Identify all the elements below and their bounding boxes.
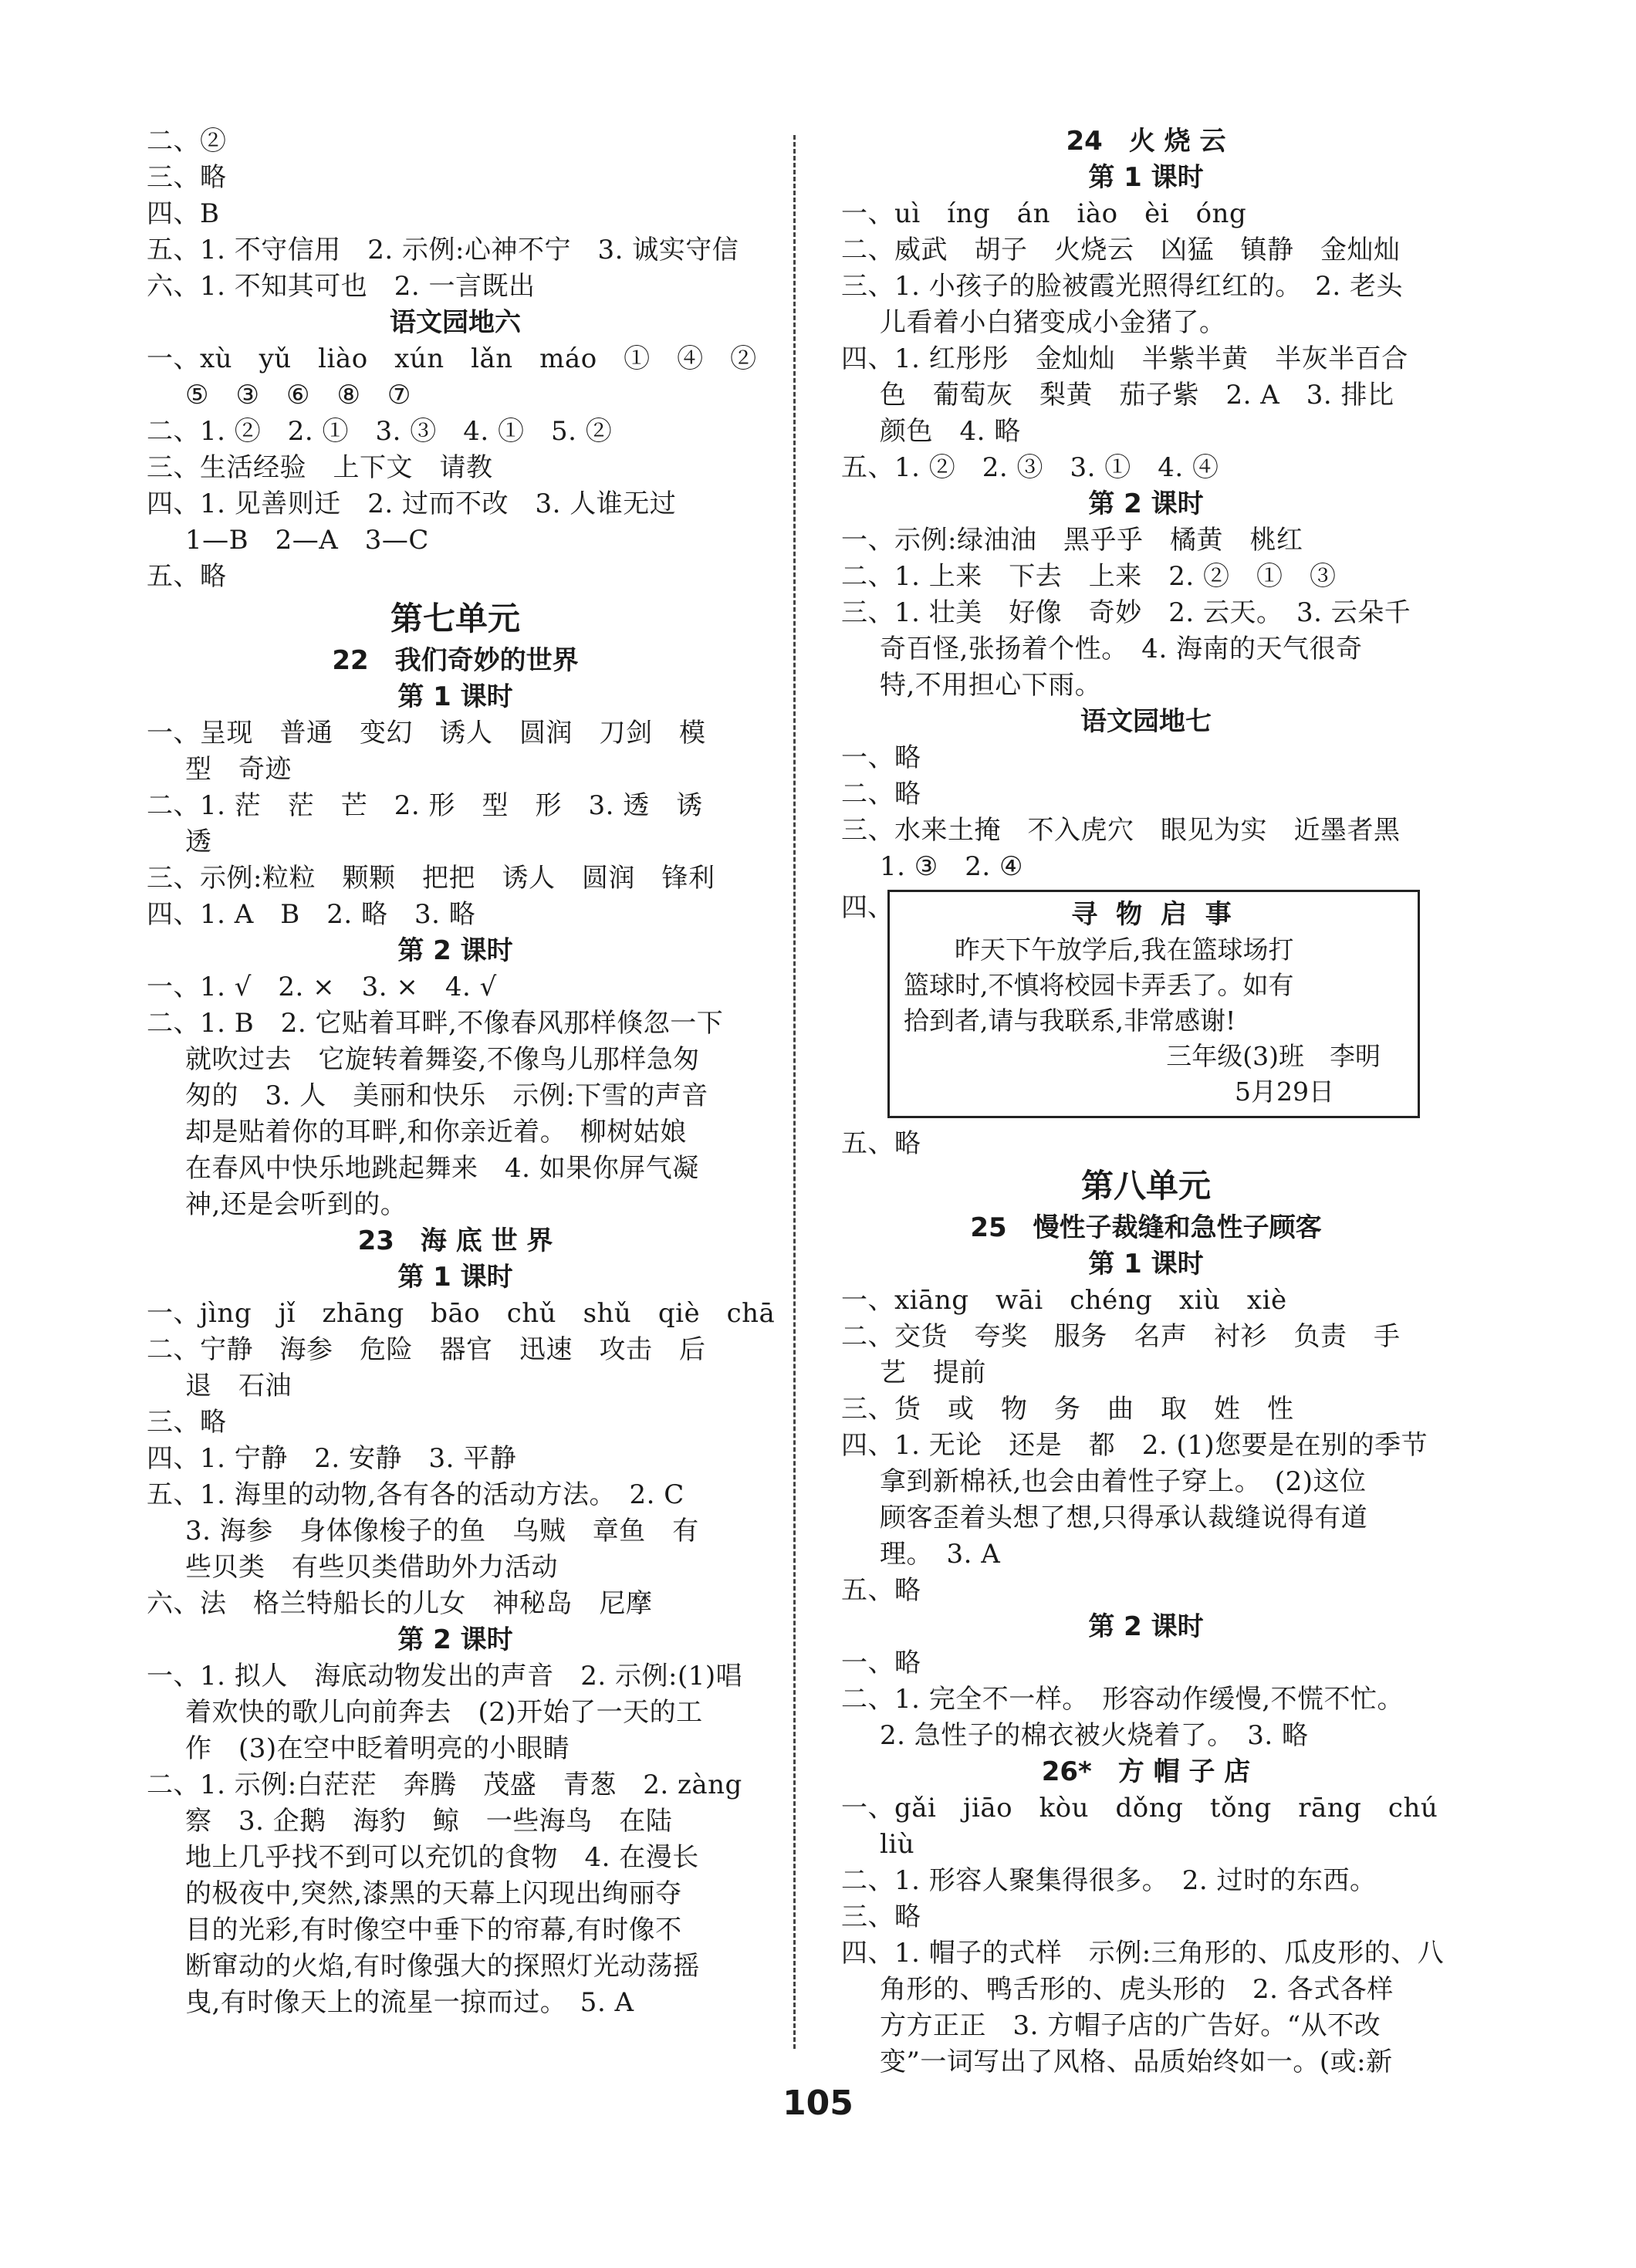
answer-line: 退 石油 xyxy=(185,1371,292,1401)
section-heading: 第 2 课时 xyxy=(1088,488,1204,519)
answer-line: 六、1. 不知其可也 2. 一言既出 xyxy=(147,271,536,302)
answer-line: 二、交货 夸奖 服务 名声 衬衫 负责 手 xyxy=(841,1321,1401,1352)
answer-line: 四、1. 宁静 2. 安静 3. 平静 xyxy=(147,1443,517,1474)
answer-line: 五、1. 海里的动物,各有各的活动方法。 2. C xyxy=(147,1479,684,1510)
answer-line: 方方正正 3. 方帽子店的广告好。“从不改 xyxy=(880,2010,1381,2041)
answer-line: 型 奇迹 xyxy=(185,754,292,785)
section-heading: 第 2 课时 xyxy=(397,935,513,966)
answer-line: 四、1. 红彤彤 金灿灿 半紫半黄 半灰半百合 xyxy=(841,343,1408,374)
unit-heading: 第七单元 xyxy=(390,600,520,637)
answer-line: 色 葡萄灰 梨黄 茄子紫 2. A 3. 排比 xyxy=(880,380,1394,411)
answer-line: 二、1. 上来 下去 上来 2. ② ① ③ xyxy=(841,561,1337,592)
answer-line: 五、略 xyxy=(841,1575,921,1606)
answer-line: liù xyxy=(880,1829,915,1860)
answer-line: 二、略 xyxy=(841,779,921,810)
answer-line: 一、示例:绿油油 黑乎乎 橘黄 桃红 xyxy=(841,525,1303,556)
answer-line: 地上几乎找不到可以充饥的食物 4. 在漫长 xyxy=(185,1842,699,1873)
answer-line: 特,不用担心下雨。 xyxy=(880,670,1102,701)
answer-line: 三、略 xyxy=(147,162,227,193)
answer-line: 1—B 2—A 3—C xyxy=(185,525,429,556)
answer-line: 三、1. 小孩子的脸被霞光照得红红的。 2. 老头 xyxy=(841,271,1403,302)
answer-line: 1. ③ 2. ④ xyxy=(880,851,1023,882)
section-heading: 23 海 底 世 界 xyxy=(357,1225,553,1256)
answer-line: ⑤ ③ ⑥ ⑧ ⑦ xyxy=(185,380,411,411)
right-column xyxy=(841,123,1451,2080)
answer-line: 五、略 xyxy=(841,1128,921,1159)
answer-line: 一、gǎi jiāo kòu dǒng tǒng rāng chú xyxy=(841,1793,1438,1824)
answer-line: 二、宁静 海参 危险 器官 迅速 攻击 后 xyxy=(147,1334,706,1365)
answer-line: 三、生活经验 上下文 请教 xyxy=(147,452,493,483)
answer-line: 曳,有时像天上的流星一掠而过。 5. A xyxy=(185,1987,634,2018)
answer-line: 儿看着小白猪变成小金猪了。 xyxy=(880,307,1226,338)
answer-line: 一、jìng jǐ zhāng bāo chǔ shǔ qiè chā xyxy=(147,1298,776,1329)
notice-date: 5月29日 xyxy=(1235,1077,1334,1107)
answer-line: 些贝类 有些贝类借助外力活动 xyxy=(185,1552,558,1583)
lost-item-notice-row xyxy=(841,890,1451,1118)
answer-line: 却是贴着你的耳畔,和你亲近着。 柳树姑娘 xyxy=(185,1117,687,1148)
answer-line: 就吹过去 它旋转着舞姿,不像鸟儿那样急匆 xyxy=(185,1044,700,1075)
answer-line: 察 3. 企鹅 海豹 鲸 一些海鸟 在陆 xyxy=(185,1806,673,1837)
answer-line: 一、uì íng án iào èi óng xyxy=(841,198,1247,229)
answer-line: 在春风中快乐地跳起舞来 4. 如果你屏气凝 xyxy=(185,1153,699,1184)
section-heading: 24 火 烧 云 xyxy=(1066,126,1226,157)
answer-line: 二、1. B 2. 它贴着耳畔,不像春风那样倏忽一下 xyxy=(147,1008,724,1039)
answer-line: 奇百怪,张扬着个性。 4. 海南的天气很奇 xyxy=(880,634,1363,664)
section-heading: 26* 方 帽 子 店 xyxy=(1041,1756,1251,1787)
section-heading: 第 1 课时 xyxy=(1088,162,1204,193)
answer-line: 一、略 xyxy=(841,1648,921,1678)
notice-body-line: 昨天下午放学后,我在篮球场打 xyxy=(955,935,1294,965)
answer-line: 二、威武 胡子 火烧云 凶猛 镇静 金灿灿 xyxy=(841,235,1401,265)
section-heading: 第 1 课时 xyxy=(397,1262,513,1293)
answer-line: 二、② xyxy=(147,126,227,157)
section-heading: 语文园地六 xyxy=(390,307,521,338)
notice-body-line: 拾到者,请与我联系,非常感谢! xyxy=(904,1006,1236,1036)
answer-line: 拿到新棉袄,也会由着性子穿上。 (2)这位 xyxy=(880,1466,1367,1497)
answer-line: 三、货 或 物 务 曲 取 姓 性 xyxy=(841,1394,1294,1425)
answer-line: 一、略 xyxy=(841,742,921,773)
answer-line: 三、1. 壮美 好像 奇妙 2. 云天。 3. 云朵千 xyxy=(841,597,1411,628)
answer-line: 艺 提前 xyxy=(880,1357,986,1388)
answer-line: 2. 急性子的棉衣被火烧着了。 3. 略 xyxy=(880,1720,1309,1751)
answer-line: 五、1. ② 2. ③ 3. ① 4. ④ xyxy=(841,452,1219,483)
notice-label: 四、 xyxy=(841,892,894,923)
answer-line: 透 xyxy=(185,826,212,857)
answer-line: 四、1. A B 2. 略 3. 略 xyxy=(147,899,476,930)
answer-line: 三、略 xyxy=(147,1407,227,1438)
notice-signature: 三年级(3)班 李明 xyxy=(1166,1041,1381,1071)
answer-line: 角形的、鸭舌形的、虎头形的 2. 各式各样 xyxy=(880,1974,1394,2005)
answer-line: 匆的 3. 人 美丽和快乐 示例:下雪的声音 xyxy=(185,1080,708,1111)
answer-line: 三、略 xyxy=(841,1901,921,1932)
answer-line: 理。 3. A xyxy=(880,1539,1001,1570)
notice-body-line: 篮球时,不慎将校园卡弄丢了。如有 xyxy=(904,970,1294,1000)
answer-line: 二、1. 茫 茫 芒 2. 形 型 形 3. 透 诱 xyxy=(147,790,703,821)
answer-line: 一、呈现 普通 变幻 诱人 圆润 刀剑 模 xyxy=(147,718,706,749)
section-heading: 语文园地七 xyxy=(1080,706,1212,737)
page-number: 105 xyxy=(783,2084,853,2123)
answer-line: 作 (3)在空中眨着明亮的小眼睛 xyxy=(185,1733,570,1764)
answer-line: 着欢快的歌儿向前奔去 (2)开始了一天的工 xyxy=(185,1697,703,1728)
answer-line: 一、1. √ 2. × 3. × 4. √ xyxy=(147,972,497,1002)
section-heading: 第 2 课时 xyxy=(397,1624,513,1655)
answer-line: 一、1. 拟人 海底动物发出的声音 2. 示例:(1)唱 xyxy=(147,1661,743,1692)
answer-line: 五、略 xyxy=(147,561,227,592)
answer-line: 四、1. 见善则迁 2. 过而不改 3. 人谁无过 xyxy=(147,488,677,519)
answer-line: 变”一词写出了风格、品质始终如一。(或:新 xyxy=(880,2047,1393,2077)
answer-line: 断窜动的火焰,有时像强大的探照灯光动荡摇 xyxy=(185,1951,700,1982)
answer-line: 四、B xyxy=(147,198,220,229)
section-heading: 第 2 课时 xyxy=(1088,1611,1204,1642)
answer-line: 三、示例:粒粒 颗颗 把把 诱人 圆润 锋利 xyxy=(147,863,715,894)
answer-line: 六、法 格兰特船长的儿女 神秘岛 尼摩 xyxy=(147,1588,653,1619)
column-divider xyxy=(793,135,796,2049)
answer-line: 颜色 4. 略 xyxy=(880,416,1021,447)
unit-heading: 第八单元 xyxy=(1080,1167,1211,1205)
answer-line: 二、1. 形容人聚集得很多。 2. 过时的东西。 xyxy=(841,1865,1377,1896)
answer-line: 三、水来土掩 不入虎穴 眼见为实 近墨者黑 xyxy=(841,815,1401,846)
section-heading: 第 1 课时 xyxy=(397,681,513,712)
answer-line: 二、1. 完全不一样。 形容动作缓慢,不慌不忙。 xyxy=(841,1684,1404,1715)
section-heading: 22 我们奇妙的世界 xyxy=(332,645,579,676)
answer-line: 四、1. 无论 还是 都 2. (1)您要是在别的季节 xyxy=(841,1430,1428,1461)
notice-title: 寻 物 启 事 xyxy=(1071,899,1236,930)
answer-line: 神,还是会听到的。 xyxy=(185,1189,407,1220)
answer-line: 二、1. 示例:白茫茫 奔腾 茂盛 青葱 2. zàng xyxy=(147,1769,742,1800)
left-column xyxy=(147,123,776,2021)
answer-line: 一、xiāng wāi chéng xiù xiè xyxy=(841,1285,1287,1316)
lost-item-notice-box xyxy=(887,890,1420,1118)
section-heading: 25 慢性子裁缝和急性子顾客 xyxy=(970,1212,1322,1243)
answer-line: 目的光彩,有时像空中垂下的帘幕,有时像不 xyxy=(185,1915,682,1945)
answer-line: 的极夜中,突然,漆黑的天幕上闪现出绚丽夺 xyxy=(185,1878,682,1909)
answer-line: 五、1. 不守信用 2. 示例:心神不宁 3. 诚实守信 xyxy=(147,235,739,265)
answer-line: 一、xù yǔ liào xún lǎn máo ① ④ ② xyxy=(147,343,757,374)
section-heading: 第 1 课时 xyxy=(1088,1249,1204,1279)
answer-line: 3. 海参 身体像梭子的鱼 乌贼 章鱼 有 xyxy=(185,1516,699,1546)
answer-line: 四、1. 帽子的式样 示例:三角形的、瓜皮形的、八 xyxy=(841,1938,1445,1969)
answer-line: 二、1. ② 2. ① 3. ③ 4. ① 5. ② xyxy=(147,416,613,447)
answer-line: 顾客歪着头想了想,只得承认裁缝说得有道 xyxy=(880,1502,1368,1533)
